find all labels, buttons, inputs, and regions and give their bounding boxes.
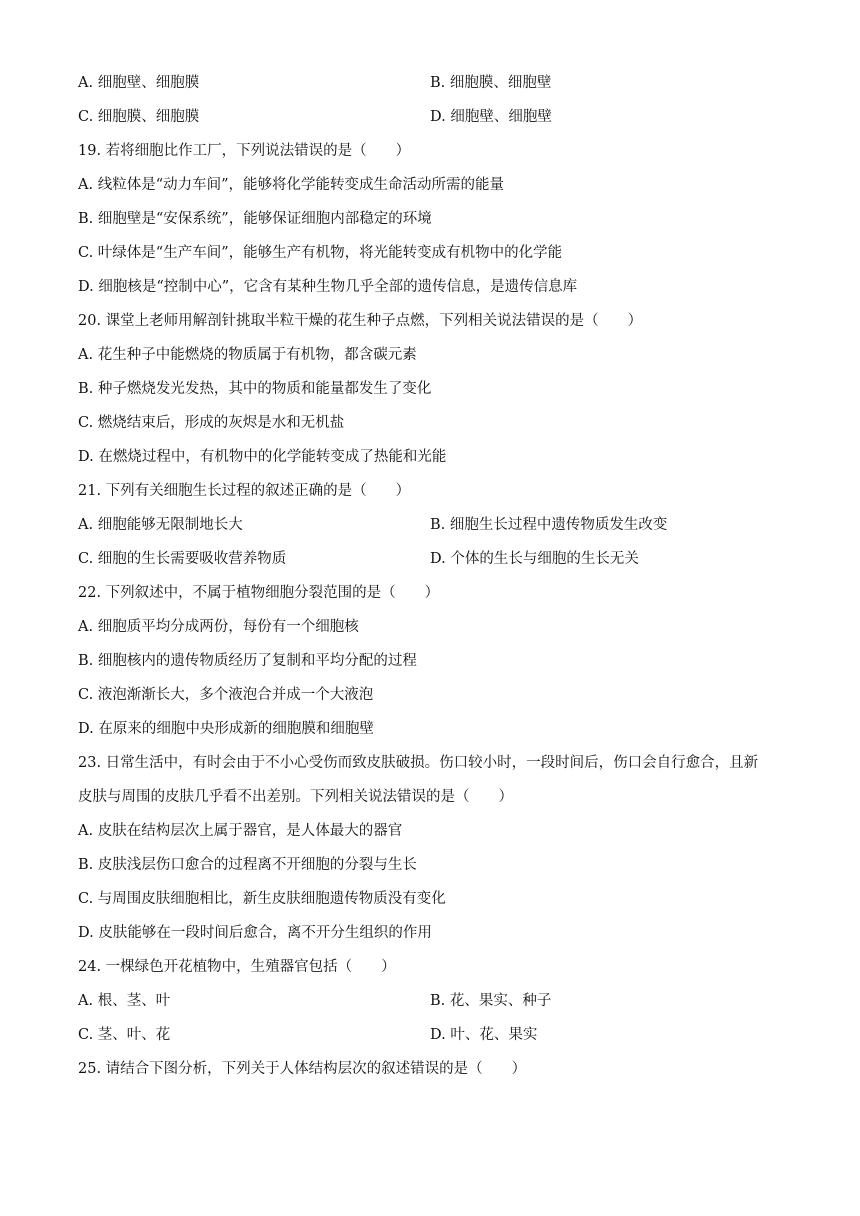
q21-stem: 21. 下列有关细胞生长过程的叙述正确的是（ ） [78,483,411,499]
q20-option-c[interactable]: C. 燃烧结束后，形成的灰烬是水和无机盐 [78,415,345,431]
q24-options-row-1 [78,988,798,1022]
q18-option-d[interactable]: D. 细胞壁、细胞壁 [430,109,552,125]
q21-option-a[interactable]: A. 细胞能够无限制地长大 [78,517,243,533]
q21-options-row-1 [78,512,798,546]
q24-option-d[interactable]: D. 叶、花、果实 [430,1027,538,1043]
q22-option-a[interactable]: A. 细胞质平均分成两份，每份有一个细胞核 [78,619,359,635]
q20-option-d[interactable]: D. 在燃烧过程中，有机物中的化学能转变成了热能和光能 [78,449,447,465]
q19-option-b[interactable]: B. 细胞壁是“安保系统”，能够保证细胞内部稳定的环境 [78,211,432,227]
q22-option-c[interactable]: C. 液泡渐渐长大，多个液泡合并成一个大液泡 [78,687,374,703]
q22-option-d[interactable]: D. 在原来的细胞中央形成新的细胞膜和细胞壁 [78,721,374,737]
q19-option-d[interactable]: D. 细胞核是“控制中心”，它含有某种生物几乎全部的遗传信息，是遗传信息库 [78,279,578,295]
q23-option-d[interactable]: D. 皮肤能够在一段时间后愈合，离不开分生组织的作用 [78,925,432,941]
q23-option-b[interactable]: B. 皮肤浅层伤口愈合的过程离不开细胞的分裂与生长 [78,857,417,873]
q18-option-c[interactable]: C. 细胞膜、细胞膜 [78,109,200,125]
q21-options-row-2 [78,546,798,580]
q23-option-a[interactable]: A. 皮肤在结构层次上属于器官，是人体最大的器官 [78,823,403,839]
q18-option-b[interactable]: B. 细胞膜、细胞壁 [430,75,552,91]
q18-option-a[interactable]: A. 细胞壁、细胞膜 [78,75,200,91]
q21-option-b[interactable]: B. 细胞生长过程中遗传物质发生改变 [430,517,668,533]
q25-stem: 25. 请结合下图分析，下列关于人体结构层次的叙述错误的是（ ） [78,1061,527,1077]
q23-stem-line-1: 23. 日常生活中，有时会由于不小心受伤而致皮肤破损。伤口较小时，一段时间后，伤口会自行愈合，且新 [78,755,759,771]
q18-options-row-2 [78,104,798,138]
q24-options-row-2 [78,1022,798,1056]
q22-option-b[interactable]: B. 细胞核内的遗传物质经历了复制和平均分配的过程 [78,653,417,669]
q20-option-a[interactable]: A. 花生种子中能燃烧的物质属于有机物，都含碳元素 [78,347,417,363]
q24-stem: 24. 一棵绿色开花植物中，生殖器官包括（ ） [78,959,396,975]
q23-option-c[interactable]: C. 与周围皮肤细胞相比，新生皮肤细胞遗传物质没有变化 [78,891,446,907]
q19-stem: 19. 若将细胞比作工厂，下列说法错误的是（ ） [78,143,411,159]
exam-page [78,70,798,1090]
q20-stem: 20. 课堂上老师用解剖针挑取半粒干燥的花生种子点燃，下列相关说法错误的是（ ） [78,313,643,329]
q19-option-c[interactable]: C. 叶绿体是“生产车间”，能够生产有机物，将光能转变成有机物中的化学能 [78,245,563,261]
q19-option-a[interactable]: A. 线粒体是“动力车间”，能够将化学能转变成生命活动所需的能量 [78,177,505,193]
q23-stem-line-2: 皮肤与周围的皮肤几乎看不出差别。下列相关说法错误的是（ ） [78,789,513,805]
q21-option-c[interactable]: C. 细胞的生长需要吸收营养物质 [78,551,287,567]
q21-option-d[interactable]: D. 个体的生长与细胞的生长无关 [430,551,639,567]
q24-option-c[interactable]: C. 茎、叶、花 [78,1027,171,1043]
q24-option-b[interactable]: B. 花、果实、种子 [430,993,552,1009]
q18-options-row-1 [78,70,798,104]
q20-option-b[interactable]: B. 种子燃烧发光发热，其中的物质和能量都发生了变化 [78,381,432,397]
q22-stem: 22. 下列叙述中，不属于植物细胞分裂范围的是（ ） [78,585,440,601]
q24-option-a[interactable]: A. 根、茎、叶 [78,993,171,1009]
